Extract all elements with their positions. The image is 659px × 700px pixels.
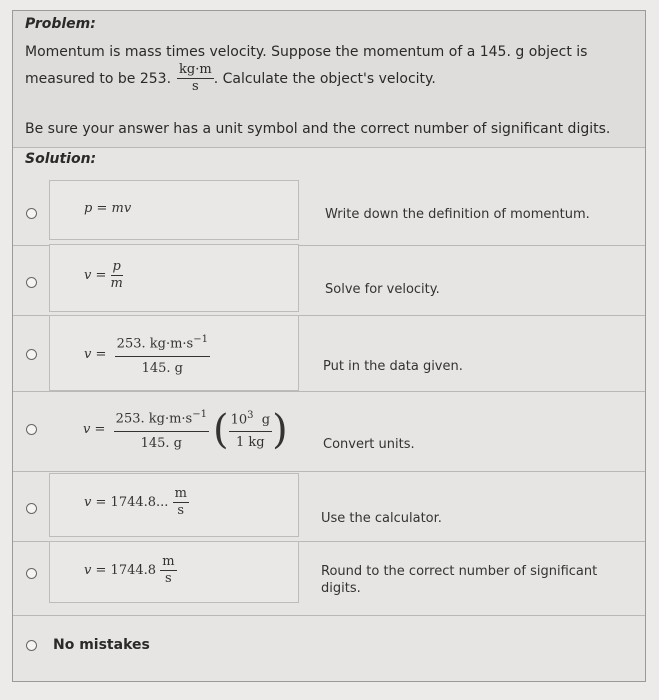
step-row-2 — [13, 245, 645, 316]
step-4-description: Convert units. — [323, 437, 415, 452]
step-1-description: Write down the definition of momentum. — [325, 207, 590, 222]
step-6-description: Round to the correct number of significant digits. — [321, 564, 598, 596]
step-1-radio[interactable] — [26, 208, 37, 219]
step-4-equation: v = $\frac{253. kg\cdot m\cdot s^{-1}}{145. g}$ ( $\frac{10^3 g}{1 kg}$ ) — [83, 406, 288, 453]
step-4-radio[interactable] — [26, 424, 37, 435]
step-1-equation: p = mv — [49, 180, 299, 240]
problem-panel — [12, 10, 646, 682]
unit-denominator: s — [192, 79, 199, 94]
unit-numerator: kg·m — [179, 62, 212, 77]
solution-heading: Solution: — [25, 151, 97, 167]
step-5-description: Use the calculator. — [321, 511, 442, 526]
no-mistakes-label: No mistakes — [53, 637, 150, 653]
step-5-radio[interactable] — [26, 503, 37, 514]
step-row-6 — [13, 541, 645, 616]
momentum-unit — [177, 62, 214, 95]
problem-line-2 — [25, 62, 436, 95]
momentum-value: measured to be 253. — [25, 70, 172, 87]
step-row-3 — [13, 315, 645, 392]
step-3-equation: v = $\frac{253. kg\cdot m\cdot s^{-1}}{145. g}$ — [49, 315, 299, 391]
step-row-1 — [13, 175, 645, 246]
step-5-equation: v = 1744.8... $\frac{m}{s}$ — [49, 473, 299, 537]
step-2-radio[interactable] — [26, 277, 37, 288]
problem-question: . Calculate the object's velocity. — [213, 70, 436, 87]
step-6-radio[interactable] — [26, 568, 37, 579]
step-row-5 — [13, 471, 645, 542]
step-3-radio[interactable] — [26, 349, 37, 360]
no-mistakes-row — [13, 631, 645, 661]
problem-statement — [13, 11, 645, 148]
step-2-description: Solve for velocity. — [325, 282, 440, 297]
step-row-4 — [13, 391, 645, 472]
problem-heading: Problem: — [25, 16, 96, 32]
step-6-equation: v = 1744.8 $\frac{m}{s}$ — [49, 541, 299, 603]
step-2-equation: v = $\frac{p}{m}$ — [49, 244, 299, 312]
problem-line-1: Momentum is mass times velocity. Suppose the momentum of a 145. g object is — [25, 44, 588, 60]
no-mistakes-radio[interactable] — [26, 640, 37, 651]
step-3-description: Put in the data given. — [323, 359, 463, 374]
problem-note: Be sure your answer has a unit symbol and the correct number of significant digits. — [25, 121, 611, 137]
